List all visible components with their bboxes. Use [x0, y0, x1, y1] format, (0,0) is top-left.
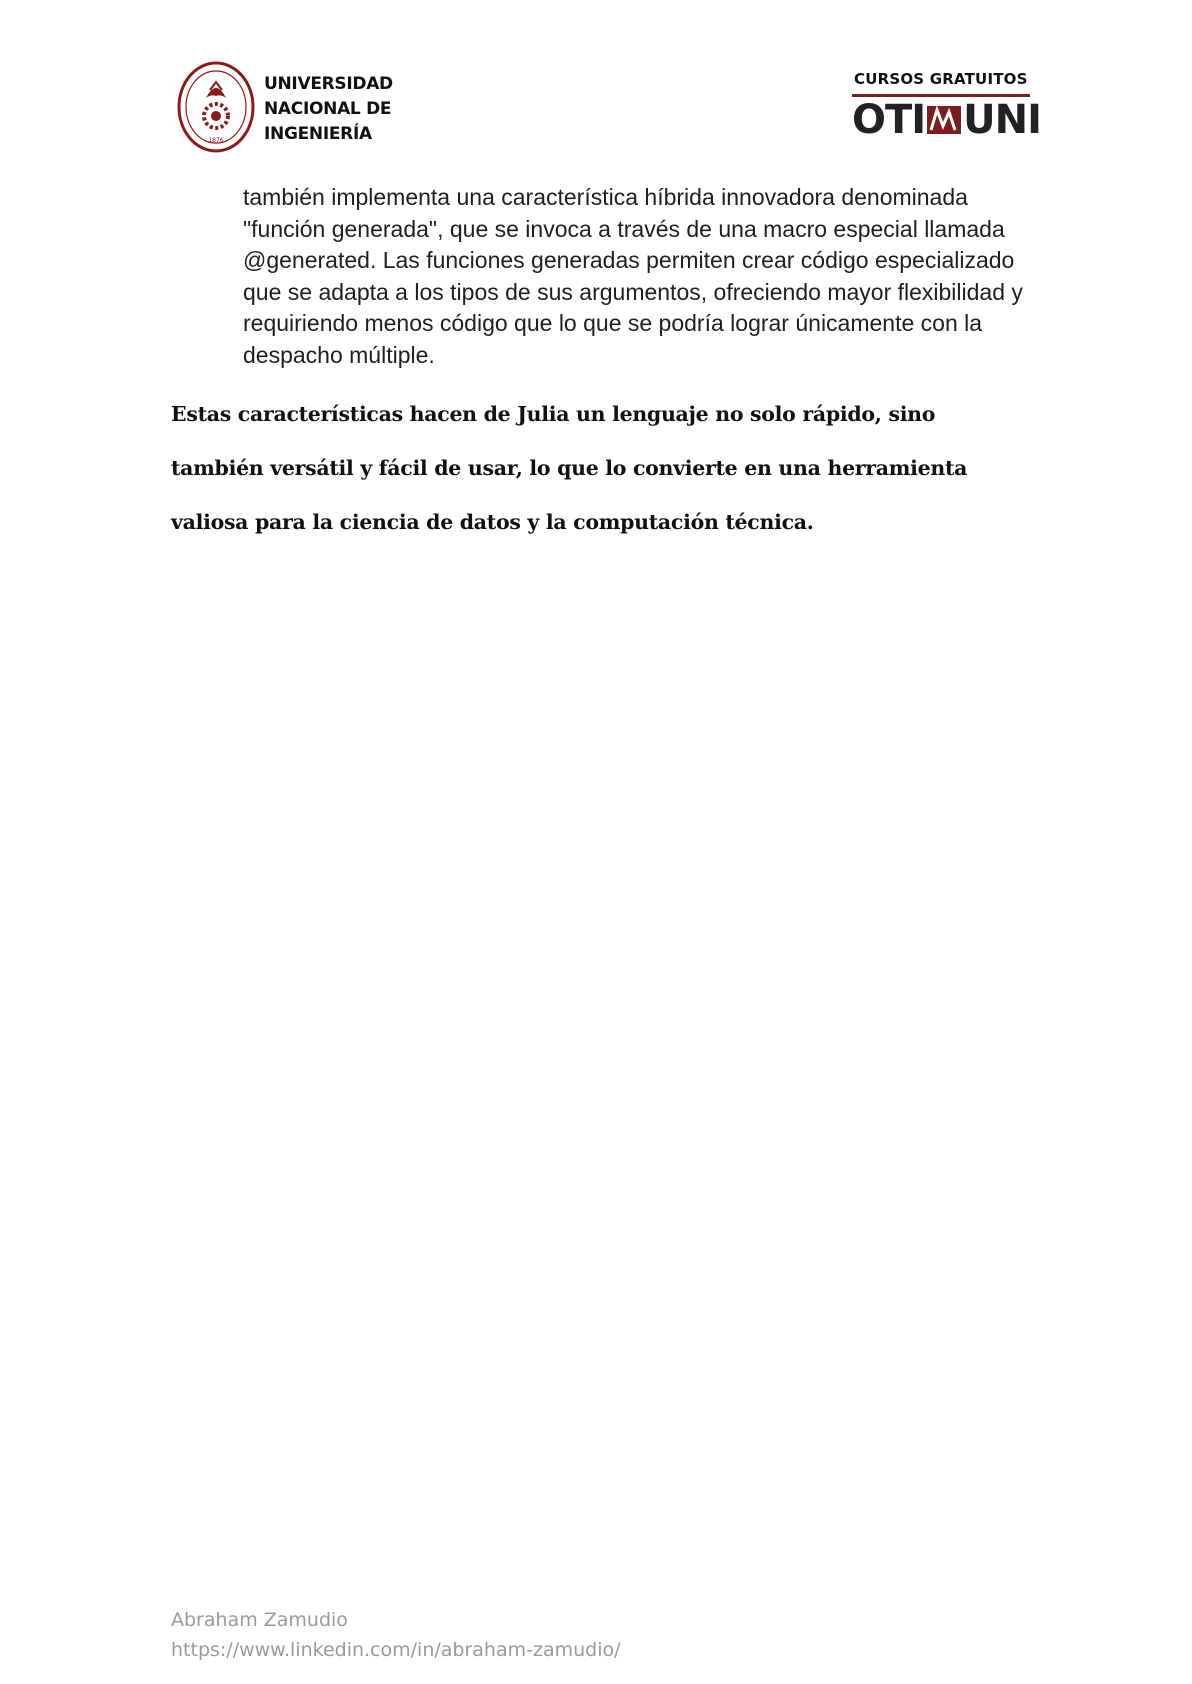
oti-word-right: UNI [963, 97, 1042, 143]
page-header [0, 0, 1192, 170]
oti-uni-logo [852, 70, 1042, 143]
uni-logo [176, 60, 393, 160]
page-footer [171, 1605, 621, 1665]
uni-name-line: UNIVERSIDAD [264, 74, 393, 94]
uni-seal-icon [176, 60, 256, 154]
oti-caption: CURSOS GRATUITOS [854, 70, 1028, 88]
oti-brand-mark-icon [927, 104, 961, 136]
footer-link[interactable]: https://www.linkedin.com/in/abraham-zamudio/ [171, 1639, 621, 1661]
uni-name-line: NACIONAL DE [264, 99, 392, 119]
footer-author: Abraham Zamudio [171, 1609, 348, 1631]
uni-name-line: INGENIERÍA [264, 124, 372, 144]
oti-wordmark [852, 97, 1042, 143]
oti-word-left: OTI [852, 97, 926, 143]
uni-name [264, 72, 393, 147]
svg-text:1876: 1876 [208, 137, 224, 144]
body-paragraph: Estas características hacen de Julia un lenguaje no solo rápido, sino también versátil y fácil de usar, lo que lo convierte en una herramienta valiosa para la ciencia de datos y la computación técnica. [171, 402, 968, 534]
list-item-paragraph: también implementa una característica híbrida innovadora denominada "función generada", que se invoca a través de una macro especial llamada @generated. Las funciones generadas permiten crear código especializado que se adapta a los tipos de sus argumentos, ofreciendo mayor flexibilidad y requiriendo menos código que lo que se podría lograr únicamente con la despacho múltiple. [243, 184, 1023, 368]
